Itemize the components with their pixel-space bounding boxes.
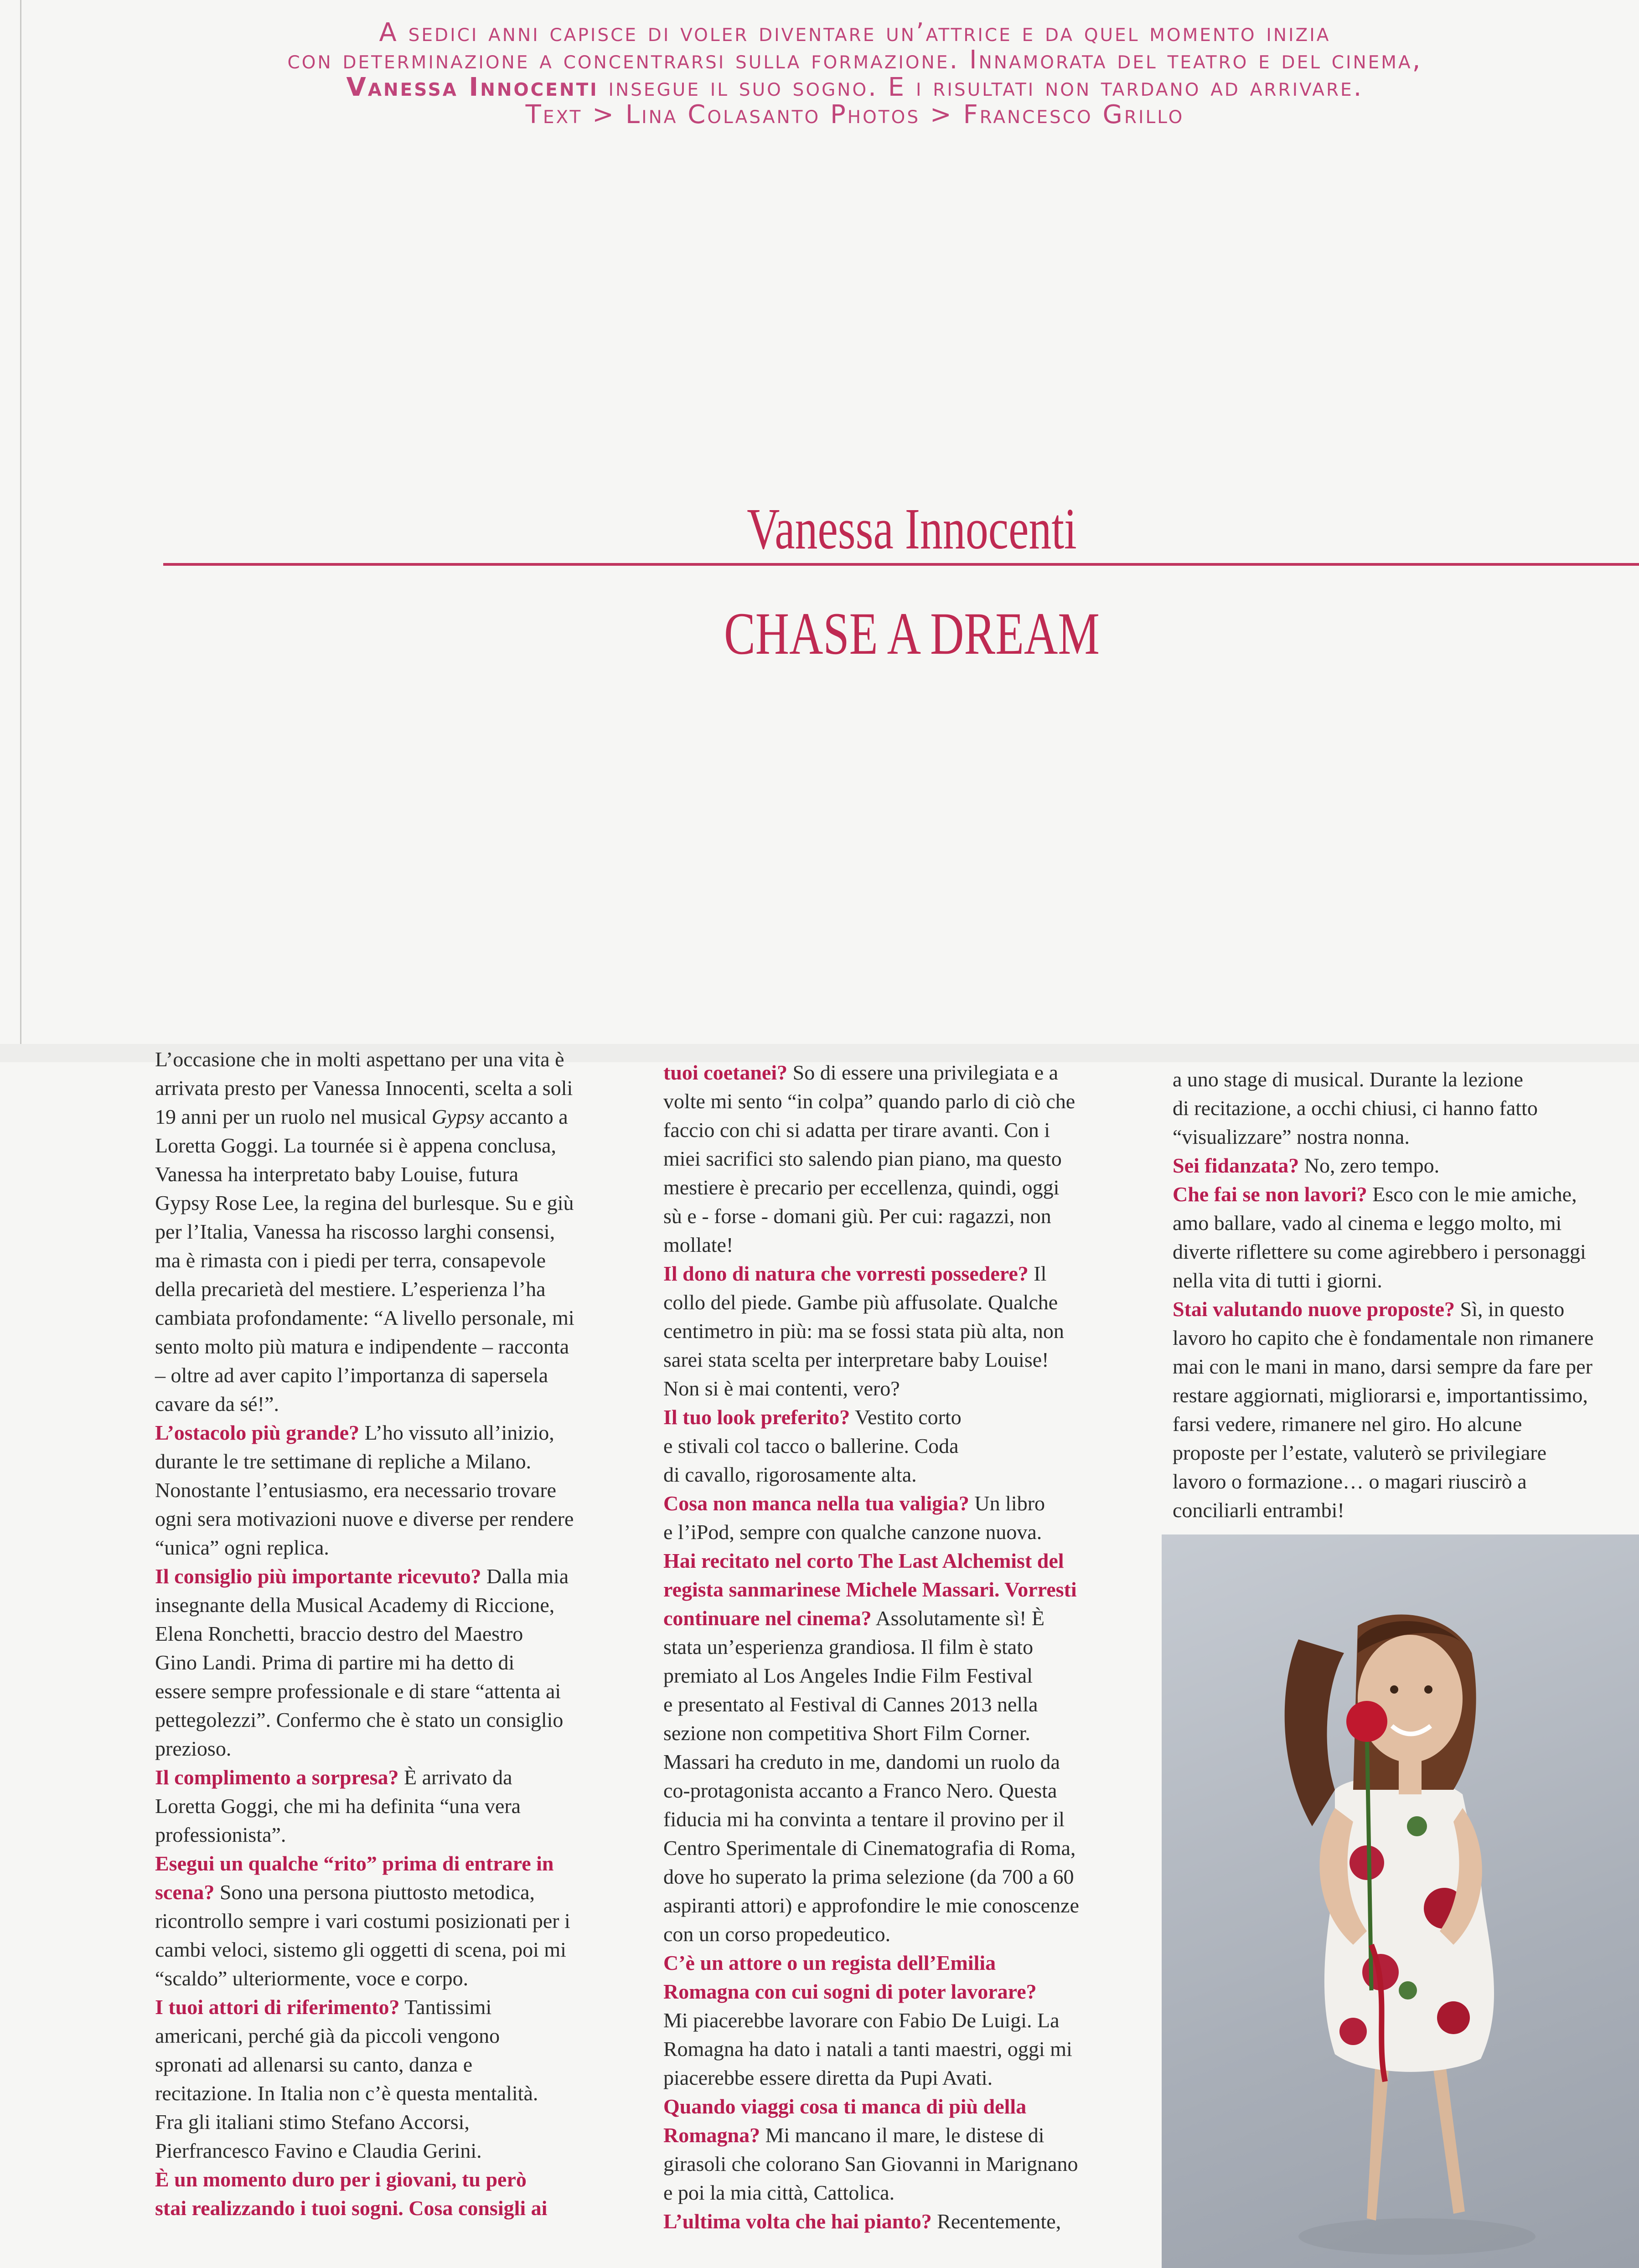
body-line: 19 anni per un ruolo nel musical Gypsy accanto a	[155, 1105, 568, 1128]
body-line: proposte per l’estate, valuterò se privilegiare	[1173, 1441, 1547, 1464]
body-line: amo ballare, vado al cinema e leggo molto, mi	[1173, 1211, 1562, 1235]
body-line: – oltre ad aver capito l’importanza di sapersela	[155, 1364, 548, 1387]
body-line: e presentato al Festival di Cannes 2013 nella	[663, 1693, 1038, 1716]
body-line: piacerebbe essere diretta da Pupi Avati.	[663, 2066, 993, 2089]
body-line: “scaldo” ulteriormente, voce e corpo.	[155, 1967, 469, 1990]
body-line: I tuoi attori di riferimento? Tantissimi	[155, 1995, 492, 2019]
article-deck	[137, 19, 1573, 129]
body-line: Loretta Goggi, che mi ha definita “una vera	[155, 1794, 521, 1818]
portrait-illustration	[1162, 1534, 1639, 2268]
body-line: spronati ad allenarsi su canto, danza e	[155, 2053, 473, 2076]
body-column-1	[155, 1045, 647, 2222]
body-line: tuoi coetanei? So di essere una privilegiata e a	[663, 1061, 1059, 1084]
body-line: a uno stage di musical. Durante la lezione	[1173, 1068, 1523, 1091]
body-line: sento molto più matura e indipendente – racconta	[155, 1335, 569, 1358]
body-line: ma è rimasta con i piedi per terra, consapevole	[155, 1249, 546, 1272]
deck-line-1: A sedici anni capisce di voler diventare un’attrice e da quel momento inizia	[379, 18, 1331, 47]
portrait-photo	[1162, 1534, 1639, 2268]
body-line: stai realizzando i tuoi sogni. Cosa consigli ai	[155, 2196, 548, 2220]
page-edge-line	[20, 0, 21, 1044]
body-line: con un corso propedeutico.	[663, 1922, 891, 1946]
body-line: dove ho superato la prima selezione (da 700 a 60	[663, 1865, 1074, 1888]
body-line: essere sempre professionale e di stare “attenta ai	[155, 1679, 561, 1703]
body-line: C’è un attore o un regista dell’Emilia	[663, 1951, 996, 1974]
body-line: Il consiglio più importante ricevuto? Dalla mia	[155, 1565, 569, 1588]
body-column-3	[1173, 1065, 1639, 1524]
body-line: Romagna ha dato i natali a tanti maestri, oggi mi	[663, 2037, 1072, 2061]
body-line: Non si è mai contenti, vero?	[663, 1377, 900, 1400]
body-line: sarei stata scelta per interpretare baby Louise!	[663, 1348, 1049, 1371]
body-line: Pierfrancesco Favino e Claudia Gerini.	[155, 2139, 482, 2162]
body-line: Cosa non manca nella tua valigia? Un libro	[663, 1492, 1045, 1515]
body-line: Gino Landi. Prima di partire mi ha detto di	[155, 1651, 515, 1674]
body-line: “unica” ogni replica.	[155, 1536, 329, 1559]
body-line: faccio con chi si adatta per tirare avanti. Con i	[663, 1118, 1050, 1142]
body-line: stata un’esperienza grandiosa. Il film è stato	[663, 1635, 1034, 1658]
body-line: Stai valutando nuove proposte? Sì, in questo	[1173, 1297, 1565, 1321]
body-line: di cavallo, rigorosamente alta.	[663, 1463, 917, 1486]
body-line: Fra gli italiani stimo Stefano Accorsi,	[155, 2110, 470, 2134]
article-title: CHASE A DREAM	[724, 600, 1100, 667]
body-line: Gypsy Rose Lee, la regina del burlesque. Su e giù	[155, 1191, 574, 1214]
body-line: Mi piacerebbe lavorare con Fabio De Luigi. La	[663, 2009, 1060, 2032]
body-line: collo del piede. Gambe più affusolate. Qualche	[663, 1291, 1058, 1314]
body-line: Romagna? Mi mancano il mare, le distese di	[663, 2123, 1044, 2147]
body-line: Elena Ronchetti, braccio destro del Maestro	[155, 1622, 523, 1645]
deck-line-3	[137, 74, 1573, 101]
body-line: conciliarli entrambi!	[1173, 1498, 1344, 1522]
body-line: co-protagonista accanto a Franco Nero. Questa	[663, 1779, 1057, 1802]
deck-line-3-rest: insegue il suo sogno. E i risultati non tardano ad arrivare.	[598, 72, 1364, 102]
body-line: Loretta Goggi. La tournée si è appena conclusa,	[155, 1134, 557, 1157]
body-line: girasoli che colorano San Giovanni in Marignano	[663, 2152, 1078, 2175]
body-line: prezioso.	[155, 1737, 232, 1760]
body-line: e stivali col tacco o ballerine. Coda	[663, 1434, 959, 1457]
deck-credits: Text > Lina Colasanto Photos > Francesco Grillo	[525, 100, 1184, 129]
body-line: Hai recitato nel corto The Last Alchemist del	[663, 1549, 1064, 1572]
body-line: americani, perché già da piccoli vengono	[155, 2024, 500, 2047]
body-line: Centro Sperimentale di Cinematografia di Roma,	[663, 1836, 1076, 1860]
body-line: pettegolezzi”. Confermo che è stato un consiglio	[155, 1708, 564, 1731]
body-line: ricontrollo sempre i vari costumi posizionati per i	[155, 1909, 570, 1932]
body-line: farsi vedere, rimanere nel giro. Ho alcune	[1173, 1412, 1522, 1436]
body-line: mollate!	[663, 1233, 734, 1256]
body-line: diverte riflettere su come agirebbero i personaggi	[1173, 1240, 1586, 1263]
body-line: Che fai se non lavori? Esco con le mie amiche,	[1173, 1183, 1577, 1206]
body-line: Esegui un qualche “rito” prima di entrare in	[155, 1852, 554, 1875]
body-line: Sei fidanzata? No, zero tempo.	[1173, 1154, 1440, 1177]
body-line: miei sacrifici sto salendo pian piano, ma questo	[663, 1147, 1062, 1170]
body-line: L’ultima volta che hai pianto? Recentemente,	[663, 2210, 1061, 2233]
body-line: lavoro ho capito che è fondamentale non rimanere	[1173, 1326, 1594, 1349]
body-line: regista sanmarinese Michele Massari. Vorresti	[663, 1578, 1077, 1601]
body-line: della precarietà del mestiere. L’esperienza l’ha	[155, 1277, 546, 1301]
body-line: È un momento duro per i giovani, tu però	[155, 2168, 527, 2191]
body-line: fiducia mi ha convinta a tentare il provino per il	[663, 1808, 1065, 1831]
body-line: Nonostante l’entusiasmo, era necessario trovare	[155, 1478, 557, 1502]
body-line: di recitazione, a occhi chiusi, ci hanno fatto	[1173, 1096, 1538, 1120]
body-line: Massari ha creduto in me, dandomi un ruolo da	[663, 1750, 1060, 1773]
body-line: cambi veloci, sistemo gli oggetti di scena, poi mi	[155, 1938, 566, 1961]
body-line: nella vita di tutti i giorni.	[1173, 1269, 1382, 1292]
body-line: volte mi sento “in colpa” quando parlo di ciò che	[663, 1090, 1075, 1113]
body-line: scena? Sono una persona piuttosto metodica,	[155, 1881, 535, 1904]
body-line: e l’iPod, sempre con qualche canzone nuova.	[663, 1520, 1042, 1544]
body-line: ogni sera motivazioni nuove e diverse per rendere	[155, 1507, 574, 1530]
body-line: centimetro in più: ma se fossi stata più alta, non	[663, 1319, 1064, 1343]
body-line: Quando viaggi cosa ti manca di più della	[663, 2095, 1027, 2118]
subject-name: Vanessa Innocenti	[747, 496, 1077, 561]
body-line: Romagna con cui sogni di poter lavorare?	[663, 1980, 1037, 2003]
body-line: restare aggiornati, migliorarsi e, importantissimo,	[1173, 1384, 1588, 1407]
body-line: Il dono di natura che vorresti possedere? Il	[663, 1262, 1047, 1285]
body-line: Il complimento a sorpresa? È arrivato da	[155, 1766, 512, 1789]
body-line: L’ostacolo più grande? L’ho vissuto all’inizio,	[155, 1421, 554, 1444]
body-column-2	[663, 1058, 1156, 2236]
body-line: “visualizzare” nostra nonna.	[1173, 1125, 1410, 1148]
body-line: e poi la mia città, Cattolica.	[663, 2181, 895, 2204]
body-line: L’occasione che in molti aspettano per una vita è	[155, 1048, 564, 1071]
body-line: aspiranti attori) e approfondire le mie conoscenze	[663, 1894, 1079, 1917]
body-line: arrivata presto per Vanessa Innocenti, scelta a soli	[155, 1076, 573, 1100]
body-line: durante le tre settimane di repliche a Milano.	[155, 1450, 532, 1473]
body-line: mestiere è precario per eccellenza, quindi, oggi	[663, 1176, 1060, 1199]
body-line: continuare nel cinema? Assolutamente sì! È	[663, 1607, 1045, 1630]
title-divider	[163, 563, 1639, 566]
body-line: lavoro o formazione… o magari riuscirò a	[1173, 1470, 1527, 1493]
body-line: Vanessa ha interpretato baby Louise, futura	[155, 1162, 519, 1186]
body-line: per l’Italia, Vanessa ha riscosso larghi consensi,	[155, 1220, 555, 1243]
deck-line-2: con determinazione a concentrarsi sulla formazione. Innamorata del teatro e del cinema,	[287, 45, 1422, 75]
body-line: cavare da sé!”.	[155, 1392, 279, 1416]
body-line: recitazione. In Italia non c’è questa mentalità.	[155, 2082, 538, 2105]
body-line: sù e - forse - domani giù. Per cui: ragazzi, non	[663, 1204, 1051, 1228]
body-line: insegnante della Musical Academy di Riccione,	[155, 1593, 555, 1617]
body-line: sezione non competitiva Short Film Corner.	[663, 1721, 1030, 1745]
body-line: mai con le mani in mano, darsi sempre da fare per	[1173, 1355, 1592, 1378]
body-line: cambiata profondamente: “A livello personale, mi	[155, 1306, 574, 1329]
deck-subject-name: Vanessa Innocenti	[346, 72, 599, 102]
body-line: professionista”.	[155, 1823, 286, 1846]
body-line: Il tuo look preferito? Vestito corto	[663, 1405, 962, 1429]
body-line: premiato al Los Angeles Indie Film Festival	[663, 1664, 1033, 1687]
